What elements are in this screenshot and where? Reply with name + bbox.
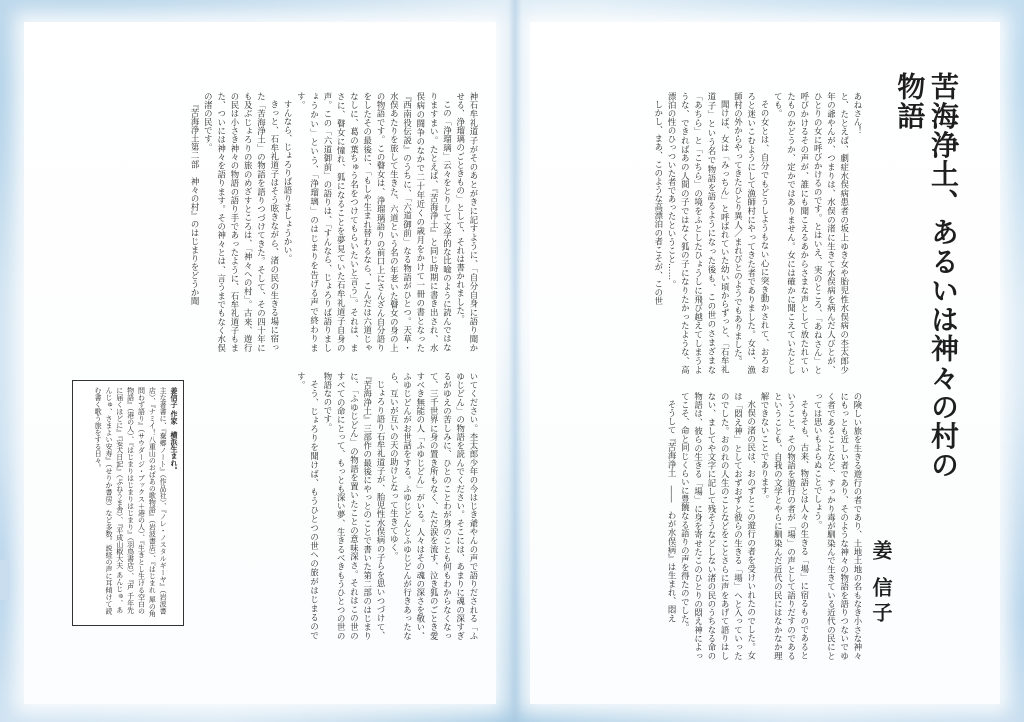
- author-profile-box: [72, 380, 184, 626]
- paragraph: きっと、石牟礼道子はそう呟きながら、渚の民の生きる場に宿った「苦海浄土」の物語を語りつづけてきた。そして、その四十年にも及ぶじょろりの旅のめざすところは、「神々への村」。古来、遊行の民は小さき神々の物語の語り手であったように、石牟礼道子もまた、ついには神々を語ります。その神々とは、言うまでもなく水俣の渚の民です。: [203, 92, 280, 352]
- paragraph: そもそも、古来、物語とは人々の生きる「場」に宿るものであるということ、その物語を遊行の者が「場」の声として語りだすのであるということも、自我の文学とやらに馴染んだ近代の民にはなかなか理解できないことであります。: [760, 392, 810, 660]
- left-bottom-text-block: [196, 372, 480, 640]
- paragraph: の険しい旅を生きる遊行の者であり、土地土地の名もなき小さな神々にもっとも近しい者であり、そのような神々の物語を語りつないでゆく者であることなど、すっかり毒が馴染んで生きている近代の民にとっては思いもよらぬことでしょう。: [813, 392, 863, 660]
- article-title: 苦海浄土、あるいは神々の村の物語: [893, 72, 960, 480]
- paragraph: そうして『苦海浄土 ―― わが水俣病』は生まれ、悶え: [667, 400, 678, 623]
- profile-bio: 主な著書に、『棄郷ノート』（作品社）、『ノレ・ノスタルギーヤ』（岩波書店）、『ナミイ！八重山のおばあの歌物語』（岩波書店）、『はじまれ 犀の角問わず語り』（サウダージ・ブックス＋港の人）、『生きとし生ける空白の物語』（港の人）、『はじまりはじまりはじまり』（羽鳥書店）、『声 千年先に届くほどに』『妄犬日記』（ぷねうま舎）、『平成山椒大夫 あんじゅ、あんじゅ、さまよい安寿』（せりか書房）など多数。説経の声に耳傾けて読む書く歌う旅をする日々。: [94, 387, 168, 617]
- page-edge-marker: [0, 560, 10, 600]
- paragraph: と、たとえば、劇症水俣病患者の坂上ゆき女や胎児性水俣病の杢太郎少年の爺やんが、つまりは、水俣の渚に生きて水俣病を病んだ人びとが、ひとりの女に呼びかけるのです。とはいえ、実のところ、「あねさん」と呼びかけるその声が、誰にも聞こえるあからさまな声として放たれていたものかどうか、定かではありません。女には確かに聞こえていたとしても。: [773, 92, 850, 374]
- paragraph: すんなら、じょろりば語りましょうかい。: [283, 100, 294, 263]
- book-gutter: [508, 0, 522, 722]
- paragraph: その女とは、自分でもどうしようもない心に突き動かされて、おろおろと迷いこむようにして漁師村にやってきた者でありました。女は、漁師村の外からやってきたひとり異人／まれびとのようでもありました。: [733, 92, 771, 374]
- paragraph: しかし、まあ、このような高漂泊の者こそが、この世: [653, 100, 664, 306]
- author-name: 姜 信子: [869, 540, 893, 627]
- paragraph: じょろり語り石牟礼道子が、胎児性水俣病の子らを思いつづけて、『苦海浄土』三部作の最後にやっとのことで書いた第二部のはじまりに、「ふゆじどん」の物語を置いたことの意味深さ。それはこの世のすべての命にとって、もっとも深い夢、生きるべきもうひとつの世の物語なのです。: [322, 372, 387, 640]
- paragraph: 聞けば、女は「みっちん」と呼ばれていた幼い頃からずっと、「石牟礼道子」という名で物語を語るようになった後も、この世のさまざまな「あちら」と「こちら」の境をふとしたひょうしに飛び越えてしまうような、できればあの人間の子ではなく狐の子になりたかったような、高漂泊の性のひっついた者であったということ……。: [667, 92, 731, 374]
- paragraph: 神石牟礼道子がそのあとがきに記すように、「自分自身に語り聞かせる、浄瑠璃のごときもの」として、それは書かれました。: [455, 92, 479, 352]
- right-top-text-block: [566, 92, 864, 374]
- paragraph: いてください。杢太郎少年の今はじき爺やんの声で語りだされる「ふゆじどん」の物語を読んでください。そこには、あまりに魂の深すぎるがゆえの苦しみに、ひとのことわが身のことも何もわからなくなって、三千世界に身の置き所もなく、ただ涙を流す、泣き狐のごとき愛すべき無能の人「ふゆじどん」がいる。人々はその魂の深さを敬い、ふゆじどんがお世話をする。ふゆじどんとふゆじどんが行きあったなら、互いが互いの天の助けとなって生きてゆく。: [389, 372, 479, 640]
- right-bottom-text-block: [566, 392, 864, 660]
- paragraph: 『苦海浄土第二部 神々の村』のはじまりをどうか聞: [190, 100, 201, 306]
- paragraph: この「浄瑠璃」云々をとりして文学的な比喩のように読んではなりますまい。たとえば、『苦海浄土』と同じ時期に書き出され、水俣病の闘争のなかで二十年近くの歳月をかけて一冊の書となった『西南役伝説』のうちに、「六道御前」なる物語がひとつ。天草・水俣あたりを旅して生きた、六道という名の年老いた瞽女の身の上の物語です。この瞽女は、浄瑠璃語りの前口上にさんざん自分語りをしたその最後に、「もしや生まれ替わるなら、こんだは六道じゃなしに、葛の葉ちゅう名をつけてもらいたいと言う」。それは、まさに、瞽女に憧れ、狐になることを夢見ていた石牟礼道子自身の声。この「六道御前」の語りは、「すんなら、じょろりば語りましょうかい」という、「浄瑠璃」のはじまりを告げる声で終わります。: [296, 92, 453, 352]
- paragraph: そう、じょろりを聞けば、もうひとつの世への旅がはじまるのです。: [296, 372, 320, 640]
- paragraph: あねさん！: [853, 92, 863, 135]
- left-top-text-block: [48, 92, 480, 352]
- paragraph: 水俣の渚の民は、おのずとこの遊行の者を受けいれたのでした。女は「悶え神」としておずおずと彼らの生きる「場」へと入っていったのでした。おのれの人生のことなどをことさらに声をあげて語りはしない、ましてや文字に記して残そうなどしない渚の民のうちなる命の物語は、彼らの生きる「場」に身を寄せたこのひとりの悶え神によってこそ、命と同じくらいに豊饒なる語りの声を得たのでした。: [680, 392, 757, 660]
- profile-name: 姜信子 作家 横浜生まれ。: [170, 387, 178, 474]
